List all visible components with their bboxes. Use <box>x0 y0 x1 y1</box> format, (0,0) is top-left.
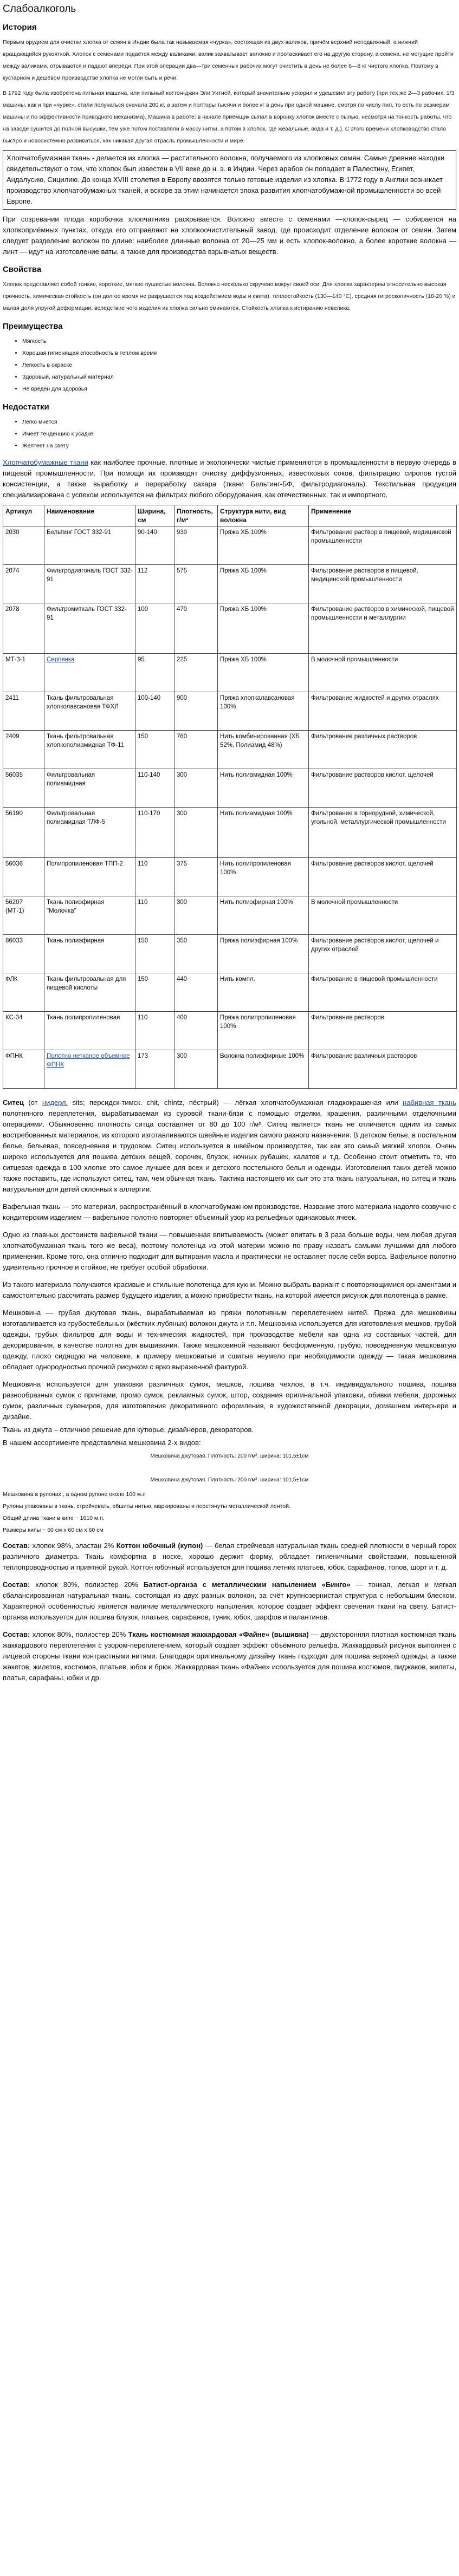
table-cell: 110 <box>135 858 174 896</box>
composition-text: хлопок 98%, эластан 2% <box>30 1541 117 1550</box>
table-row <box>3 1012 457 1050</box>
table-cell: Фильтрование растворов кислот, щелочей <box>309 858 457 896</box>
table-cell: 400 <box>174 1012 218 1050</box>
table-cell: 350 <box>174 935 218 973</box>
table-cell: Ткань полиэфирная <box>44 935 135 973</box>
table-cell: Пряжа ХБ 100% <box>218 565 309 603</box>
table-header-cell: Наименование <box>44 505 135 526</box>
composition-3 <box>3 1629 456 1683</box>
table-cell: Пряжа ХБ 100% <box>218 526 309 565</box>
table-cell: Бельтинг ГОСТ 332-91 <box>44 526 135 565</box>
page-title: Слабоалкоголь <box>3 3 76 15</box>
table-cell: 930 <box>174 526 218 565</box>
table-cell: Фильтромиткаль ГОСТ 332-91 <box>44 603 135 654</box>
table-row <box>3 731 457 769</box>
sitets-paragraph-1 <box>3 1097 456 1195</box>
composition-2 <box>3 1579 456 1623</box>
table-cell: 56207 (МТ-1) <box>3 896 44 935</box>
table-cell: Фильтродиагональ ГОСТ 332-91 <box>44 565 135 603</box>
table-header-row <box>3 505 457 526</box>
burlap-paragraph-1: Мешковина — грубая джутовая ткань, вырабатываемая из пряжи полотняным переплетением нитей. Пряжа для мешковины изготавливается из грубостебельных (жёстких лубяных) волокон джута и т.п. Мешковина используется для изготовления мешков, грубой одежды, грубых фильтров для воды и технических жидкостей, при производстве мебели как одна из составных частей, для декорирования, в качестве полотна для вышивания. Также мешковиной называют бесформенную, грубую, повседневную мешковатую одежду, плохо сидящую на человеке, к примеру мешковатые и сшитые неумело при необходимости одежду — такая мешковина обладает однородностью прочной рисунком с ярко выраженной фактурой. <box>3 1309 456 1371</box>
table-cell: 95 <box>135 654 174 692</box>
table-cell: Пряжа хлопкалавсановая 100% <box>218 692 309 731</box>
advantages-list <box>3 335 456 395</box>
properties-heading: Свойства <box>3 265 42 274</box>
table-row <box>3 896 457 935</box>
table-cell: Нить полипропиленовая 100% <box>218 858 309 896</box>
table-cell: 470 <box>174 603 218 654</box>
burlap-pack-note: Рулоны упакованы в ткань, стрейчевать, обшиты нитью, маркированы и перетянуты металлической лентой. <box>3 1503 290 1510</box>
table-cell: 110-170 <box>135 808 174 858</box>
text-fragment: sits; персидск-тимск. chit, chintz, пёстрый) — лёгкая хлопчатобумажная гладкокрашеная или <box>68 1098 403 1107</box>
fabrics-link[interactable]: Хлопчатобумажные ткани <box>3 458 88 466</box>
table-cell: Ткань фильтровальная хлопколавсановая ТФХЛ <box>44 692 135 731</box>
fabrics-intro-text: как наиболее прочные, плотные и экологически чистые применяются в промышленности в первую очередь в пищевой промышленности. При помощи их производят очистку диффузионных, известковых соков, фильтрацию сиропов густой консистенции, а также выработку и переработку сахара (ткани Бельтинг-БФ, фильтродиагональ). Текстильная продукция специализирована с успехом используется на фильтрах любого оборудования, как отечественных, так и импортного. <box>3 458 456 499</box>
table-cell: 300 <box>174 808 218 858</box>
table-row <box>3 858 457 896</box>
table-row <box>3 654 457 692</box>
table-cell: ФПНК <box>3 1050 44 1089</box>
table-cell: 100 <box>135 603 174 654</box>
composition-product: Батист-органза с металлическим напылением «Бинго» <box>143 1580 351 1589</box>
table-cell: Ткань фильтровальная хлопкополиамидная ТФ-11 <box>44 731 135 769</box>
list-item: • Хорошая гигиенящая способность в теплом время <box>22 347 456 359</box>
table-cell: Фильтрование растворов кислот, щелочей <box>309 769 457 808</box>
table-cell: 300 <box>174 896 218 935</box>
table-cell: 2078 <box>3 603 44 654</box>
table-cell: Фильтрование различных растворов <box>309 731 457 769</box>
burlap-spec-1: Мешковина джутовая. Плотность: 200 г/м². ширина: 101,5±1см <box>150 1453 309 1459</box>
printed-fabric-link[interactable]: набивная ткань <box>403 1098 456 1107</box>
table-row <box>3 692 457 731</box>
table-cell: 760 <box>174 731 218 769</box>
table-cell: ФЛК <box>3 973 44 1012</box>
composition-description: — двухсторонняя плотная костюмная ткань жаккардового переплетения с узором-переплетением, который создает эффект объёмного рельефа. Жаккардовый рисунок выполнен с лицевой стороны ткани контрастными нитями. Благодаря оригинальному дизайну ткань подходит для пошива верхней одежды, а также жакетов, жилетов, костюмов, платьев, юбок и брюк. Жаккардовая ткань «Файне» используется для пошива костюмов, пиджаков, жилеты, платья, сарафаны, юбки и др. <box>3 1630 456 1682</box>
table-row <box>3 935 457 973</box>
table-cell: 150 <box>135 935 174 973</box>
table-row <box>3 603 457 654</box>
waffle-paragraph-1: Вафельная ткань — это материал, распространённый в хлопчатобумажном производстве. Название этого материала надолго созвучно с кондитерским изделием — вафельное полотно повторяет объемный узор из рельефных одинаковых ячеек. <box>3 1202 456 1221</box>
table-cell: 2409 <box>3 731 44 769</box>
table-row <box>3 769 457 808</box>
advantages-heading: Преимущества <box>3 322 63 331</box>
table-cell: 2074 <box>3 565 44 603</box>
table-cell[interactable]: Полотно нетканое объемное ФПНК <box>44 1050 135 1089</box>
burlap-roll-note: Мешковина в рулонах , а одном рулоне около 100 м.п <box>3 1491 146 1498</box>
table-cell: МТ-3-1 <box>3 654 44 692</box>
text-fragment: (от <box>23 1098 42 1107</box>
nidery-link[interactable]: нидерл. <box>42 1098 68 1107</box>
table-cell: 173 <box>135 1050 174 1089</box>
products-table <box>3 505 457 1089</box>
history-heading: История <box>3 23 37 32</box>
page <box>0 3 459 1683</box>
sitets-term: Ситец <box>3 1098 24 1107</box>
composition-description: — тонкая, легкая и мягкая сбалансированная натуральная ткань, состоящая из двух разных волокон, за счёт крупнозернистая структура с небольшим блеском. Характерной особенностью является наличие металлического напыления, которое создает эффект свечения ткани на свету. Батист-органза используется для пошива блузок, платьев, сарафанов, туник, юбок, шарфов и палантинов. <box>3 1580 456 1621</box>
composition-text: хлопок 80%, полиэстер 20% <box>30 1580 144 1589</box>
table-cell: Фильтрование в пищевой промышленности <box>309 973 457 1012</box>
composition-text: хлопок 80%, полиэстер 20% <box>30 1630 128 1638</box>
table-cell: 110-140 <box>135 769 174 808</box>
table-cell: 900 <box>174 692 218 731</box>
table-cell: КС-34 <box>3 1012 44 1050</box>
table-row <box>3 526 457 565</box>
composition-1 <box>3 1540 456 1573</box>
history-paragraph-1: Первым орудием для очистки хлопка от семян в Индии была так называемая «чурка», состоящая из двух валиков, причём верхний неподвижный, а нижний вращающийся рукояткой. Хлопок с семенами подаётся между валиками; валик захватывает волокно и протаскивает его на другую сторону, а семена, не могущие пройти между валиками, отрываются и падают вперёди. При этой операции два—три семенных рабочих могут очистить в день не более 6—8 кг чистого хлопка. Поэтому в кустарном и дешёвом производстве хлопка не могли быть и речи. <box>3 39 454 81</box>
table-cell: Волокна полиэфирные 100% <box>218 1050 309 1089</box>
table-cell: Полипропиленовая ТПП-2 <box>44 858 135 896</box>
table-cell: Фильтрование в горнорудной, химической, угольной, металлургической промышленности <box>309 808 457 858</box>
table-cell: В молочной промышленности <box>309 654 457 692</box>
fabrics-intro <box>3 457 456 500</box>
list-item: • Желтеет на свету <box>22 440 456 452</box>
burlap-spec-2: Мешковина джутовая. Плотность: 200 г/м². ширина: 101,5±1см <box>150 1477 309 1483</box>
composition-label: Состав: <box>3 1580 30 1589</box>
table-cell: 100-140 <box>135 692 174 731</box>
table-cell: Ткань полиэфирная "Молочка" <box>44 896 135 935</box>
table-cell: Пряжа полипропиленовая 100% <box>218 1012 309 1050</box>
table-row <box>3 973 457 1012</box>
list-item: • Имеет тенденцию к усадке <box>22 428 456 440</box>
burlap-size-note: Размеры кипы ~ 60 см х 60 см х 60 см <box>3 1527 104 1533</box>
table-cell: 2030 <box>3 526 44 565</box>
table-cell: 110 <box>135 1012 174 1050</box>
list-item: • Здоровый, натуральный материал <box>22 371 456 383</box>
table-cell: 575 <box>174 565 218 603</box>
table-cell: Ткань фильтровальная для пищевой кислоты <box>44 973 135 1012</box>
table-cell: 225 <box>174 654 218 692</box>
composition-product: Ткань костюмная жаккардовая «Файне» (вышивка) <box>128 1630 309 1638</box>
table-cell: Нить полиамидная 100% <box>218 769 309 808</box>
table-cell: 150 <box>135 731 174 769</box>
waffle-paragraph-3: Из такого материала получаются красивые и стильные полотенца для кухни. Можно выбрать вариант с повторяющимися орнаментами и самостоятельно рассчитать размер будущего изделия, а можно приобрести ткань, на которой имеется рисунок для полотенца в рамке. <box>3 1280 456 1299</box>
table-cell: Фильтрование раствор в пищевой, медицинской промышленности <box>309 526 457 565</box>
table-cell: Нить полиэфирная 100% <box>218 896 309 935</box>
table-header-cell: Структура нити, вид волокна <box>218 505 309 526</box>
list-item: • Мягкость <box>22 335 456 347</box>
composition-label: Состав: <box>3 1630 30 1638</box>
table-row <box>3 808 457 858</box>
table-cell: 300 <box>174 769 218 808</box>
history-paragraph-3: При созревании плода коробочка хлопчатника раскрывается. Волокно вместе с семенами —хлопок-сырец — собирается на хлопкоприёмных пунктах, откуда его отправляют на хлопкоочистительный завод, где происходит отделение волокон от семян. Затем следует разделение волокон по длине: наиболее длинные волокна от 20—25 мм и есть хлопок-волокно, а более короткие волокна —линт — идут на изготовление ваты, а также для производства взрывчатых веществ. <box>3 215 456 256</box>
table-header-cell: Артикул <box>3 505 44 526</box>
table-cell: Фильтровальная полиамидная ТЛФ-5 <box>44 808 135 858</box>
table-cell: Нить полиамидная 100% <box>218 808 309 858</box>
table-cell: 56035 <box>3 769 44 808</box>
table-cell: 112 <box>135 565 174 603</box>
table-header-cell: Ширина, см <box>135 505 174 526</box>
table-cell: 300 <box>174 1050 218 1089</box>
list-item: • Легкость в окраске <box>22 359 456 371</box>
table-cell: 2411 <box>3 692 44 731</box>
table-cell: 375 <box>174 858 218 896</box>
composition-label: Состав: <box>3 1541 30 1550</box>
history-paragraph-2: В 1792 году была изобретена пильная машина, или пильный коттон-джин Эли Уитней, который значительно ускорил и удешевил эту работу (при тех же 2—3 рабочих, 1/3 машины, как и при «чурке», стали получаться сначала 200 кг, а затем и полторы тысячи и более кг в день при одной машине, смотря по числу пил, то есть по размерам машины и по эффективности приводного механизма). Машина в работе: в начале приёмщик сыпал в воронку хлопок вместе с пылью, несмотря на тонкость работы, что на заводе сушится до полной высушки, тем уже потом поставляли в массу нитки, а потом в хлопок, где жевальные, вода и т. д.). С этого времени хлопководство стало быстро и новосистемно развиваться, как никакая другая отрасль промышленности и мире. <box>3 90 455 144</box>
composition-description: — белая стрейчевая натуральная ткань средней плотности в черный горох различного диаметра. Ткань комфортна в носке, хорошо держит форму, обладает гигиеничными свойствами, повышенной теплопроводностью и приятной рукой. Коттон юбочный используется для пошива летних платьев, юбок, сарафанов, топов, шорт и т. д. <box>3 1541 456 1571</box>
burlap-paragraph-4: В нашем ассортименте представлена мешковина 2-х видов: <box>3 1439 201 1447</box>
table-cell[interactable]: Серпянка <box>44 654 135 692</box>
table-cell: 86033 <box>3 935 44 973</box>
list-item: • Не вреден для здоровья <box>22 383 456 395</box>
table-cell: 56036 <box>3 858 44 896</box>
table-cell: Фильтровальная полиамидная <box>44 769 135 808</box>
table-cell: Ткань полипропиленовая <box>44 1012 135 1050</box>
table-cell: 110 <box>135 896 174 935</box>
list-item: • Легко мнётся <box>22 416 456 428</box>
table-cell: Пряжа ХБ 100% <box>218 654 309 692</box>
table-cell: Фильтрование различных растворов <box>309 1050 457 1089</box>
table-row <box>3 565 457 603</box>
table-cell: 56190 <box>3 808 44 858</box>
table-cell: Фильтрование растворов <box>309 1012 457 1050</box>
table-cell: Пряжа ХБ 100% <box>218 603 309 654</box>
burlap-length-note: Общий длина ткани в кипе ~ 1610 м.п. <box>3 1515 105 1521</box>
table-cell: Фильтрование растворов в химической, пищевой промышленности и металлургии <box>309 603 457 654</box>
text-fragment: полотняного переплетения, вырабатываемая из суровой ткани-бязи с помощью отделки, крашения, различными отделочными операциями. Обыкновенно плотность ситца составляет от 80 до 100 г/м². Ситец является ткань не отличается одним из самых востребованных материалов, из которого изготавливаются швейные изделия самого разного назначения. В детском белье, в постельном белье, бельевая, повседневная и трудовом. Ситец используется в швейном производстве, так как это самый мягкий хлопок. Очень широко используется для пошива детских вещей, сорочек, блузок, ночных рубашек, халатов и т.д. Особенно стоит отметить то, что ситцевая одежда в 100 хлопке это самое лучшее для всех и детского постельного белья и одежды. Изготовления таких детей можно также поставить, где используют ситец, там, чем обычная ткань. Тактика настоящего их сыт это эта ткань натуральная, но ситец и ткань натуральная для детей склонных к аллергии. <box>3 1109 456 1193</box>
table-cell: Пряжа полиэфирная 100% <box>218 935 309 973</box>
table-header-cell: Плотность, г/м² <box>174 505 218 526</box>
table-cell: 90-140 <box>135 526 174 565</box>
table-cell: Нить комбинированная (ХБ 52%, Полиамид 48%) <box>218 731 309 769</box>
properties-paragraph: Хлопок представляет собой тонкие, короткие, мягкие пушистые волокна. Волокно несколько скручено вокруг своей оси. Для хлопка характерны относительно высокая прочность, химическая стойкость (он долгое время не разрушается под воздействием воды и света), теплостойкость (130—140 °С), средняя гигроскопичность (18-20 %) и малая доля упругой деформации, вследствие чего изделия из хлопка сильно сминаются. Стойкость хлопка к истиранию невелика. <box>3 281 456 311</box>
table-header-cell: Применение <box>309 505 457 526</box>
waffle-paragraph-2: Одно из главных достоинств вафельной ткани — повышенная впитываемость (может впитать в 3 раза больше воды, чем любая другая хлопчатобумажная ткань того же веса), поэтому полотенца из этой материи можно по праву назвать самыми лучшими для любого применения. Кроме того, она отлично подходит для вытирания масла и практически не оставляет после себя ворса. Вафельное полотно удивительно прочное и стойкое, не требует особой обработки. <box>3 1231 456 1271</box>
disadvantages-list <box>3 416 456 452</box>
burlap-paragraph-3: Ткань из джута – отличное решение для кутюрье, дизайнеров, декораторов. <box>3 1426 254 1434</box>
table-row <box>3 1050 457 1089</box>
history-boxed-paragraph: Хлопчатобумажная ткань - делается из хлопка — растительного волокна, получаемого из хлопковых семян. Самые древние находки свидетельствуют о том, что хлопок был известен в VII веке до н. э. в Индии. Через арабов он попадает в Палестину, Египет, Андалусию, Сицилию. До конца XVIII столетия в Европу ввозятся только готовые изделия из хлопка. В 1772 году в Англии возникает производство хлопчатобумажных тканей, и вскоре за этим начинается эпоха развития хлопчатобумажной промышленности во всей Европе. <box>3 150 456 210</box>
disadvantages-heading: Недостатки <box>3 402 49 412</box>
table-cell: Фильтрование жидкостей и других отраслях <box>309 692 457 731</box>
table-cell: 150 <box>135 973 174 1012</box>
table-body <box>3 526 457 1089</box>
table-cell: Нить компл. <box>218 973 309 1012</box>
table-cell: Фильтрование растворов в пищевой, медицинской промышленности <box>309 565 457 603</box>
composition-product: Коттон юбочный (купон) <box>116 1541 203 1550</box>
table-cell: Фильтрование растворов кислот, щелочей и других отраслей <box>309 935 457 973</box>
burlap-paragraph-2: Мешковина используется для упаковки различных сумок, мешков, пошива чехлов, в т.ч. индивидуального пошива, пошива разнообразных сумок с принтами, промо сумок, рекламных сумок, штор, создания оригинальной упаковки, обивки мебели, дорожных сумок, различных сувениров, для изготовления декоративного оформления, в художественной декорации, домашнем интерьере и дизайне. <box>3 1380 456 1421</box>
table-cell: В молочной промышленности <box>309 896 457 935</box>
table-cell: 440 <box>174 973 218 1012</box>
